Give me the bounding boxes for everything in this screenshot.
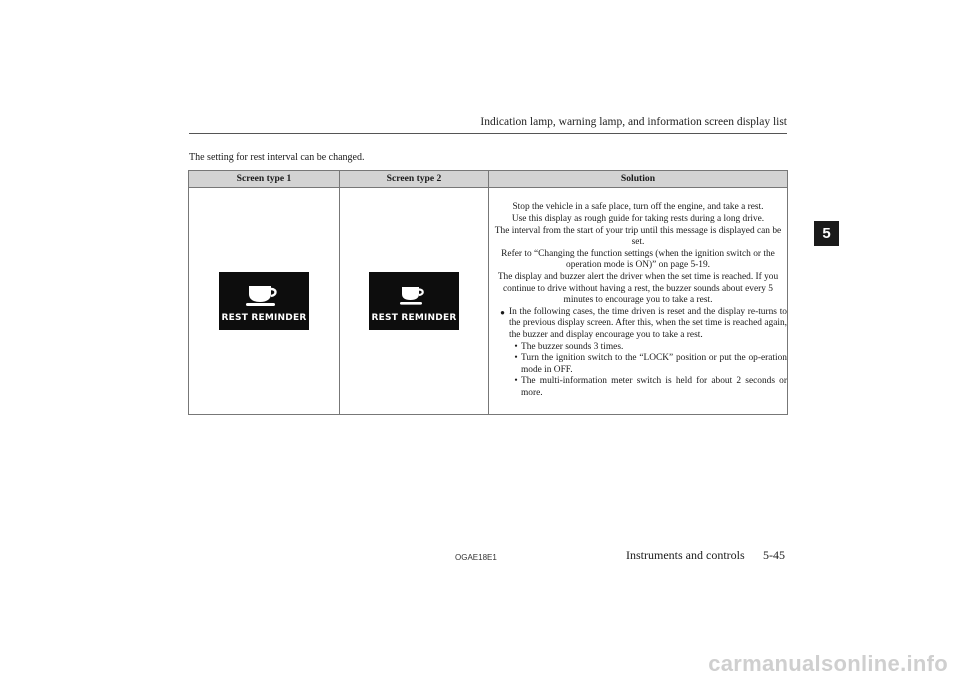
screen-type-2-display	[369, 272, 459, 330]
header-screen-type-1: Screen type 1	[189, 171, 340, 188]
bullet-dot-icon: ●	[500, 307, 505, 317]
header-screen-type-2: Screen type 2	[340, 171, 489, 188]
watermark: carmanualsonline.info	[708, 651, 948, 676]
table-header-row	[189, 171, 788, 188]
coffee-cup-icon	[246, 282, 282, 308]
screen-type-1-label: REST REMINDER	[221, 313, 307, 324]
bullet-text: In the following cases, the time driven is reset and the display re-turns to the previous display screen. After this, when the set time is reached again, the buzzer and display encourage you to take a rest.	[509, 306, 787, 340]
solution-paragraph: Use this display as rough guide for taking rests during a long drive.	[511, 214, 765, 225]
sub-bullet-text: The buzzer sounds 3 times.	[521, 341, 624, 352]
sub-bullet-icon: •	[514, 353, 518, 364]
header-solution: Solution	[489, 171, 788, 188]
list-item	[511, 342, 787, 354]
list-item	[496, 307, 787, 342]
list-item	[511, 376, 787, 399]
list-item	[511, 353, 787, 376]
chapter-tab: 5	[814, 221, 839, 246]
solution-paragraph: Stop the vehicle in a safe place, turn off the engine, and take a rest.	[512, 202, 764, 213]
header-rule	[189, 133, 787, 134]
document-code: OGAE18E1	[455, 553, 497, 562]
screen-type-2-label: REST REMINDER	[371, 313, 457, 324]
screen-type-2-cell	[340, 188, 489, 415]
display-info-table	[188, 170, 788, 415]
sub-bullet-text: Turn the ignition switch to the “LOCK” position or put the op-eration mode in OFF.	[521, 353, 787, 375]
page-header-title: Indication lamp, warning lamp, and information screen display list	[480, 116, 787, 128]
coffee-cup-icon	[396, 282, 432, 308]
screen-type-1-display	[219, 272, 309, 330]
intro-text: The setting for rest interval can be changed.	[189, 152, 365, 163]
page-number: 5-45	[763, 548, 785, 562]
solution-paragraph: The interval from the start of your trip until this message is displayed can be set.	[494, 225, 782, 248]
sub-bullet-text: The multi-information meter switch is held for about 2 seconds or more.	[521, 376, 787, 398]
solution-paragraph-page-reference: Refer to “Changing the function settings (when the ignition switch or the operation mode is ON)” on page 5-19.	[501, 248, 775, 271]
sub-bullet-icon: •	[514, 376, 518, 387]
solution-paragraph: The display and buzzer alert the driver when the set time is reached. If you continue to drive without having a rest, the buzzer sounds about every 5 minutes to encourage you to take a rest.	[497, 272, 779, 306]
table-row	[189, 188, 788, 415]
solution-cell	[489, 188, 788, 415]
sub-bullet-icon: •	[514, 341, 518, 352]
screen-type-1-cell	[189, 188, 340, 415]
footer-section-title: Instruments and controls	[626, 548, 745, 562]
